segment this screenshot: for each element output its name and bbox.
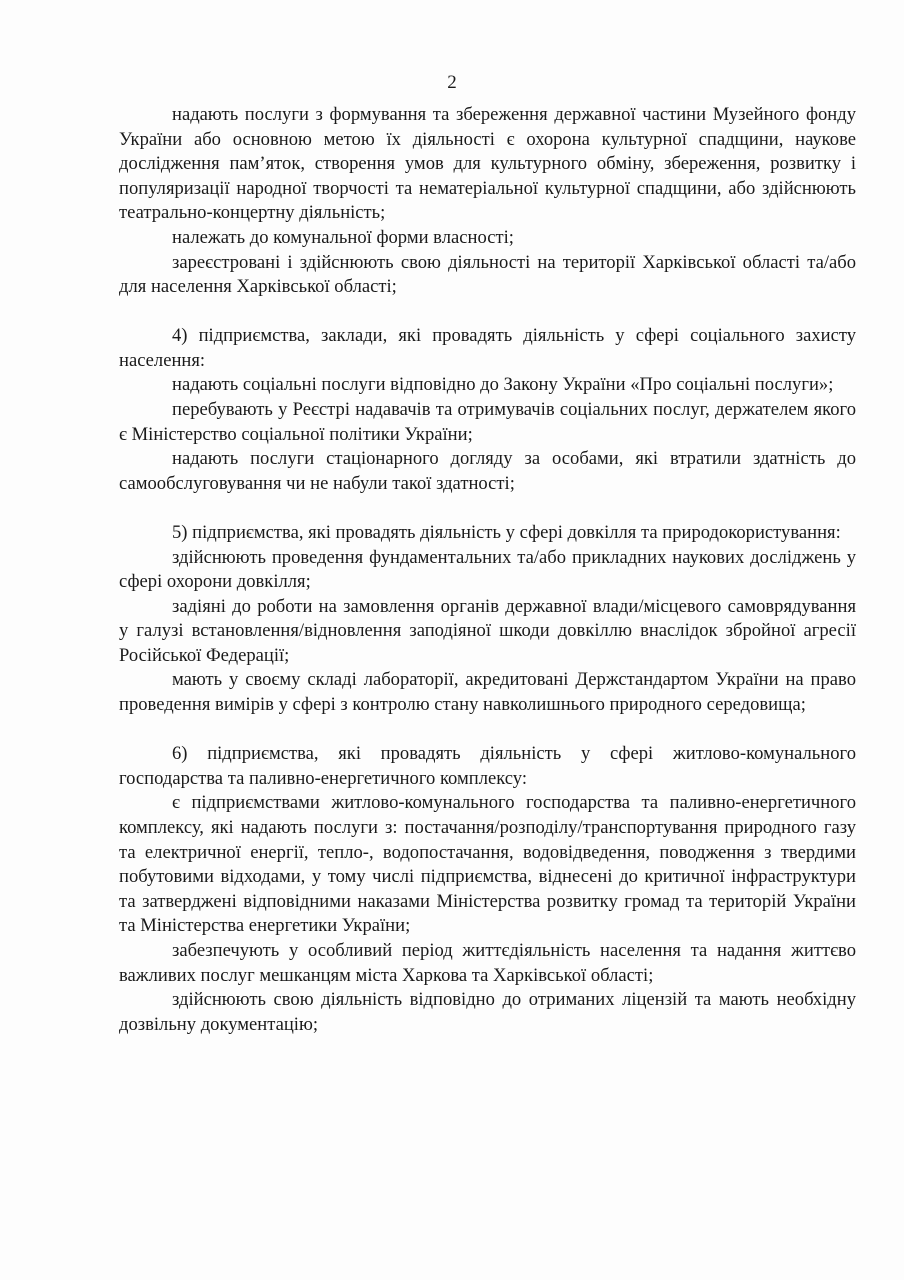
paragraph-communal-ownership: належать до комунальної форми власності;	[172, 226, 514, 248]
paragraph-kharkiv-registration: зареєстровані і здійснюють свою діяльності на території Харківської області та/або для населення Харківської області;	[119, 251, 856, 298]
paragraph-vital-services: забезпечують у особливий період життєдіяльність населення та надання життєво важливих послуг мешканцям міста Харкова та Харківської області;	[119, 939, 856, 986]
paragraph-stationary-care: надають послуги стаціонарного догляду за особами, які втратили здатність до самообслуговування чи не набули такої здатності;	[119, 448, 856, 494]
document-body	[119, 103, 856, 1037]
item-5-heading: 5) підприємства, які провадять діяльність у сфері довкілля та природокористування:	[172, 521, 841, 543]
paragraph-utility-enterprises: є підприємствами житлово-комунального господарства та паливно-енергетичного комплексу, які надають послуги з: постачання/розподілу/транспортування природного газу та електричної енергії, тепло-, водопостачання, водовідведення, поводження з твердими побутовими відходами, у тому числі підприємства, віднесені до критичної інфраструктури та затверджені відповідними наказами Міністерства розвитку громад та територій України та Міністерства енергетики України;	[119, 792, 856, 937]
paragraph-accredited-labs: мають у своєму складі лабораторії, акредитовані Держстандартом України на право проведення вимірів у сфері з контролю стану навколишнього природного середовища;	[119, 669, 856, 716]
page-number: 2	[447, 72, 457, 93]
paragraph-social-registry: перебувають у Реєстрі надавачів та отримувачів соціальних послуг, держателем якого є Міністерство соціальної політики України;	[119, 399, 856, 445]
paragraph-museum-services: надають послуги з формування та збереження державної частини Музейного фонду України або основною метою їх діяльності є охорона культурної спадщини, наукове дослідження пам’яток, створення умов для культурного обміну, збереження, розвитку і популяризації народної творчості та нематеріальної культурної спадщини, або здійснюють театрально-концертну діяльність;	[119, 104, 856, 224]
paragraph-environmental-research: здійснюють проведення фундаментальних та/або прикладних наукових досліджень у сфері охорони довкілля;	[119, 546, 856, 593]
item-4-heading: 4) підприємства, заклади, які провадять діяльність у сфері соціального захисту населення:	[119, 325, 856, 371]
paragraph-licenses: здійснюють свою діяльність відповідно до отриманих ліцензій та мають необхідну дозвільну документацію;	[119, 989, 856, 1035]
paragraph-social-services: надають соціальні послуги відповідно до Закону України «Про соціальні послуги»;	[172, 374, 834, 396]
item-6-heading: 6) підприємства, які провадять діяльність у сфері житлово-комунального господарства та паливно-енергетичного комплексу:	[119, 743, 856, 789]
paragraph-damage-assessment: задіяні до роботи на замовлення органів державної влади/місцевого самоврядування у галузі встановлення/відновлення заподіяної шкоди довкіллю внаслідок збройної агресії Російської Федерації;	[119, 595, 856, 666]
